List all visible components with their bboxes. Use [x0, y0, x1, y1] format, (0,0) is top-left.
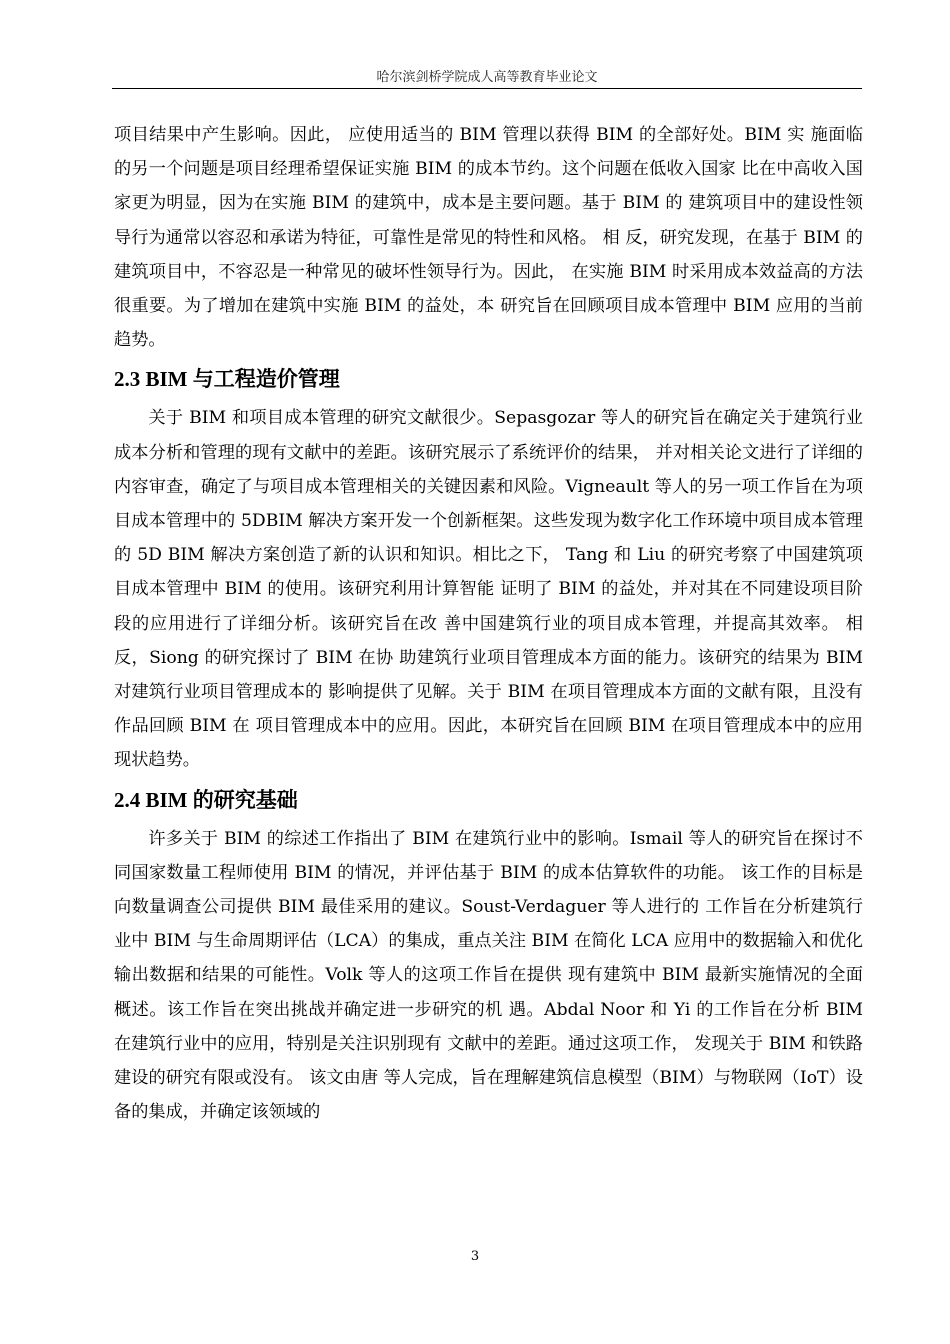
page-number: 3 — [470, 1249, 480, 1264]
paragraph-continuation: 项目结果中产生影响。因此， 应使用适当的 BIM 管理以获得 BIM 的全部好处。BIM 实 施面临的另一个问题是项目经理希望保证实施 BIM 的成本节约。这个问题在低收入国家 比在中高收入国家更为明显，因为在实施 BIM 的建筑中，成本是主要问题。基于 BIM 的 建筑项目中的建设性领导行为通常以容忍和承诺为特征，可靠性是常见的特性和风格。 相 反，研究发现，在基于 BIM 的建筑项目中，不容忍是一种常见的破坏性领导行为。因此， 在实施 BIM 时采用成本效益高的方法很重要。为了增加在建筑中实施 BIM 的益处，本 研究旨在回顾项目成本管理中 BIM 应用的当前趋势。 — [114, 125, 863, 351]
section-heading-2-4: 2.4 BIM 的研究基础 — [114, 787, 298, 812]
page-header-title: 哈尔滨剑桥学院成人高等教育毕业论文 — [376, 70, 598, 85]
header-divider — [112, 88, 862, 89]
paragraph-bim-cost-management: 关于 BIM 和项目成本管理的研究文献很少。Sepasgozar 等人的研究旨在确定关于建筑行业成本分析和管理的现有文献中的差距。该研究展示了系统评价的结果， 并对相关论文进行了详细的内容审查，确定了与项目成本管理相关的关键因素和风险。Vigneault 等人的另一项工作旨在为项目成本管理中的 5DBIM 解决方案开发一个创新框架。这些发现为数字化工作环境中项目成本管理的 5D BIM 解决方案创造了新的认识和知识。相比之下， Tang 和 Liu 的研究考察了中国建筑项目成本管理中 BIM 的使用。该研究利用计算智能 证明了 BIM 的益处，并对其在不同建设项目阶段的应用进行了详细分析。该研究旨在改 善中国建筑行业的项目成本管理，并提高其效率。 相反，Siong 的研究探讨了 BIM 在协 助建筑行业项目管理成本方面的能力。该研究的结果为 BIM 对建筑行业项目管理成本的 影响提供了见解。关于 BIM 在项目管理成本方面的文献有限，且没有作品回顾 BIM 在 项目管理成本中的应用。因此，本研究旨在回顾 BIM 在项目管理成本中的应用现状趋势。 — [114, 408, 863, 771]
document-body — [114, 118, 863, 1129]
section-heading-2-3: 2.3 BIM 与工程造价管理 — [114, 367, 340, 392]
paragraph-bim-research-basis: 许多关于 BIM 的综述工作指出了 BIM 在建筑行业中的影响。Ismail 等人的研究旨在探讨不同国家数量工程师使用 BIM 的情况，并评估基于 BIM 的成本估算软件的功能。 该工作的目标是向数量调查公司提供 BIM 最佳采用的建议。Soust-Verdaguer 等人进行的 工作旨在分析建筑行业中 BIM 与生命周期评估（LCA）的集成，重点关注 BIM 在简化 LCA 应用中的数据输入和优化输出数据和结果的可能性。Volk 等人的这项工作旨在提供 现有建筑中 BIM 最新实施情况的全面概述。该工作旨在突出挑战并确定进一步研究的机 遇。Abdal Noor 和 Yi 的工作旨在分析 BIM 在建筑行业中的应用，特别是关注识别现有 文献中的差距。通过这项工作， 发现关于 BIM 和铁路建设的研究有限或没有。 该文由唐 等人完成，旨在理解建筑信息模型（BIM）与物联网（IoT）设备的集成，并确定该领域的 — [114, 828, 863, 1123]
